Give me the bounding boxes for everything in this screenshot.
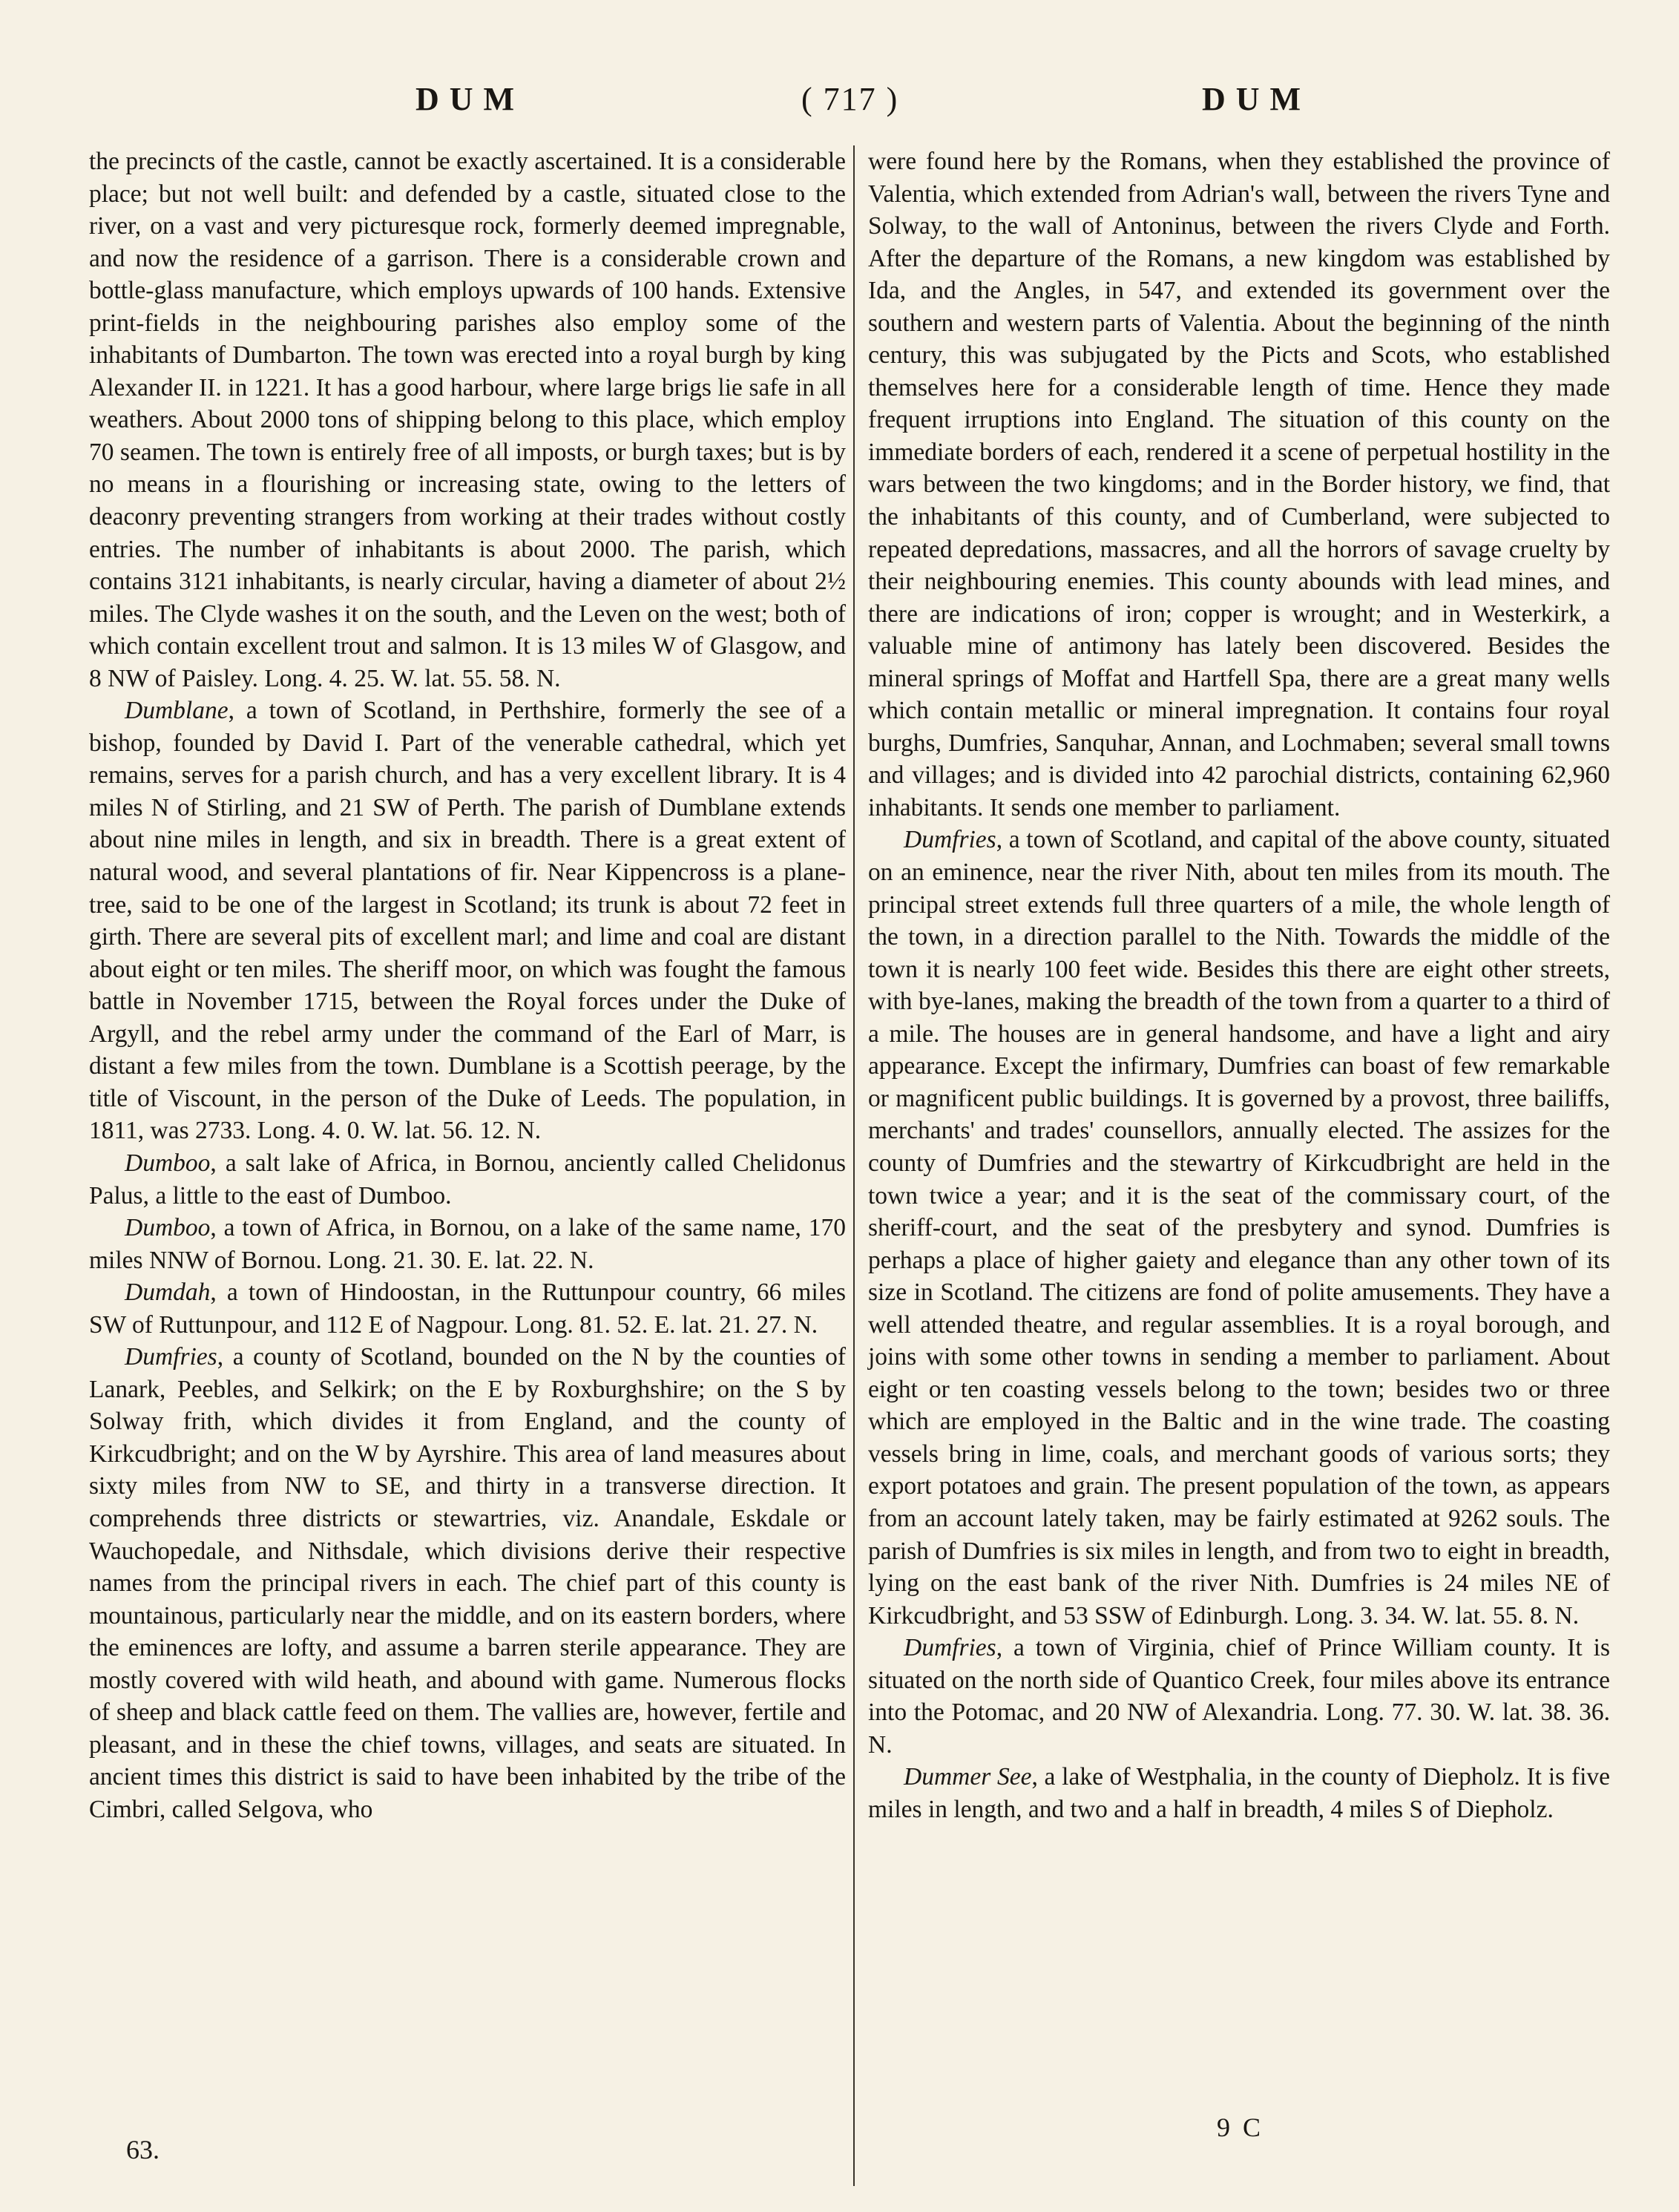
folio-number: 63. — [126, 2135, 160, 2165]
entry-dumfries-virginia — [868, 1632, 1610, 1761]
entry-continuation: were found here by the Romans, when they established the province of Valentia, which extended from Adrian's wall, between the rivers Tyne and Solway, to the wall of Antoninus, between the rivers Clyde and Forth. After the departure of the Romans, a new kingdom was established by Ida, and the Angles, in 547, and extended its government over the southern and western parts of Valentia. About the beginning of the ninth century, this was subjugated by the Picts and Scots, who established themselves here for a considerable length of time. Hence they made frequent irruptions into England. The situation of this county on the immediate borders of each, rendered it a scene of perpetual hostility in the wars between the two kingdoms; and in the Border history, we find, that the inhabitants of this county, and of Cumberland, were subjected to repeated depredations, massacres, and all the horrors of savage cruelty by their neighbouring enemies. This county abounds with lead mines, and there are indications of iron; copper is wrought; and in Westerkirk, a valuable mine of antimony has lately been discovered. Besides the mineral springs of Moffat and Hartfell Spa, there are a great many wells which contain metallic or mineral impregnation. It contains four royal burghs, Dumfries, Sanquhar, Annan, and Lochmaben; several small towns and villages; and is divided into 42 parochial districts, containing 62,960 inhabitants. It sends one member to parliament. — [868, 148, 1610, 821]
entry-dumboo-lake — [89, 1147, 846, 1212]
header-left-catchword: DUM — [415, 81, 525, 117]
entry-text: , a county of Scotland, bounded on the N by the counties of Lanark, Peebles, and Selkirk; on the E by Roxburghshire; on the S by Solway frith, which divides it from England, and the county of Kirkcudbright; and on the W by Ayrshire. This area of land measures about sixty miles from NW to SE, and thirty in a transverse direction. It comprehends three districts or stewartries, viz. Anandale, Eskdale or Wauchopedale, and Nithsdale, which divisions derive their respective names from the principal rivers in each. The chief part of this county is mountainous, particularly near the middle, and on its eastern borders, where the eminences are lofty, and assume a barren sterile appearance. They are mostly covered with wild heath, and abound with game. Numerous flocks of sheep and black cattle feed on them. The vallies are, however, fertile and pleasant, and in these the chief towns, villages, and seats are situated. In ancient times this district is said to have been inhabited by the tribe of the Cimbri, called Selgova, who — [89, 1343, 846, 1823]
entry-continuation: the precincts of the castle, cannot be exactly ascertained. It is a considerable place; but not well built: and defended by a castle, situated close to the river, on a vast and very picturesque rock, formerly deemed impregnable, and now the residence of a garrison. There is a considerable crown and bottle-glass manufacture, which employs upwards of 100 hands. Extensive print-fields in the neighbouring parishes also employ some of the inhabitants of Dumbarton. The town was erected into a royal burgh by king Alexander II. in 1221. It has a good harbour, where large brigs lie safe in all weathers. About 2000 tons of shipping belong to this place, which employ 70 seamen. The town is entirely free of all imposts, or burgh taxes; but is by no means in a flourishing or increasing state, owing to the letters of deaconry preventing strangers from working at their trades without costly entries. The number of inhabitants is about 2000. The parish, which contains 3121 inhabitants, is nearly circular, having a diameter of about 2½ miles. The Clyde washes it on the south, and the Leven on the west; both of which contain excellent trout and salmon. It is 13 miles W of Glasgow, and 8 NW of Paisley. Long. 4. 25. W. lat. 55. 58. N. — [89, 148, 846, 692]
entry-term: Dumblane — [125, 697, 229, 725]
entry-term: Dummer See — [904, 1763, 1032, 1791]
entry-dumboo-town — [89, 1212, 846, 1276]
entry-text: , a lake of Westphalia, in the county of Diepholz. It is five miles in length, and two and a half in breadth, 4 miles S of Diepholz. — [868, 1763, 1610, 1823]
entry-dumdah — [89, 1276, 846, 1341]
left-column — [89, 145, 846, 1825]
entry-text: , a town of Africa, in Bornou, on a lake of the same name, 170 miles NNW of Bornou. Long. 21. 30. E. lat. 22. N. — [89, 1214, 846, 1274]
entry-dumblane — [89, 695, 846, 1147]
entry-text: , a town of Hindoostan, in the Ruttunpour country, 66 miles SW of Ruttunpour, and 112 E of Nagpour. Long. 81. 52. E. lat. 21. 27. N. — [89, 1279, 846, 1339]
entry-dumfries-county — [89, 1341, 846, 1825]
right-column — [868, 145, 1610, 1825]
signature-mark: 9 C — [1217, 2113, 1264, 2142]
entry-term: Dumdah — [125, 1279, 211, 1307]
page-number: ( 717 ) — [801, 81, 899, 117]
entry-term: Dumfries — [904, 826, 996, 854]
running-header — [0, 77, 1679, 122]
entry-term: Dumboo — [125, 1149, 211, 1177]
entry-text: , a town of Scotland, and capital of the above county, situated on an eminence, near the river Nith, about ten miles from its mouth. The principal street extends full three quarters of a mile, the whole length of the town, in a direction parallel to the Nith. Towards the middle of the town it is nearly 100 feet wide. Besides this there are eight other streets, with bye-lanes, making the breadth of the town from a quarter to a third of a mile. The houses are in general handsome, and have a light and airy appearance. Except the infirmary, Dumfries can boast of few remarkable or magnificent public buildings. It is governed by a provost, three bailiffs, merchants' and trades' counsellors, annually elected. The assizes for the county of Dumfries and the stewartry of Kirkcudbright are held in the town twice a year; and it is the seat of the commissary court, of the sheriff-court, and the seat of the presbytery and synod. Dumfries is perhaps a place of higher gaiety and elegance than any other town of its size in Scotland. The citizens are fond of polite amusements. They have a well attended theatre, and regular assemblies. It is a royal borough, and joins with some other towns in sending a member to parliament. About eight or ten coasting vessels belong to the town; besides two or three which are employed in the Baltic and in the wine trade. The coasting vessels bring in lime, coals, and merchant goods of various sorts; they export potatoes and grain. The present population of the town, as appears from an account lately taken, may be fairly estimated at 9262 souls. The parish of Dumfries is six miles in length, and from two to eight in breadth, lying on the east bank of the river Nith. Dumfries is 24 miles NE of Kirkcudbright, and 53 SSW of Edinburgh. Long. 3. 34. W. lat. 55. 8. N. — [868, 826, 1610, 1630]
entry-text: , a salt lake of Africa, in Bornou, anciently called Chelidonus Palus, a little to the east of Dumboo. — [89, 1149, 846, 1210]
header-right-catchword: DUM — [1202, 81, 1312, 117]
entry-term: Dumfries — [125, 1343, 217, 1371]
entry-dumfries-town — [868, 824, 1610, 1632]
entry-text: , a town of Virginia, chief of Prince William county. It is situated on the north side of Quantico Creek, four miles above its entrance into the Potomac, and 20 NW of Alexandria. Long. 77. 30. W. lat. 38. 36. N. — [868, 1634, 1610, 1759]
column-divider — [853, 145, 855, 2186]
entry-term: Dumfries — [904, 1634, 996, 1662]
entry-dummer-see — [868, 1761, 1610, 1825]
entry-term: Dumboo — [125, 1214, 211, 1242]
entry-text: , a town of Scotland, in Perthshire, formerly the see of a bishop, founded by David I. Part of the venerable cathedral, which yet remains, serves for a parish church, and has a very excellent library. It is 4 miles N of Stirling, and 21 SW of Perth. The parish of Dumblane extends about nine miles in length, and six in breadth. There is a great extent of natural wood, and several plantations of fir. Near Kippencross is a plane-tree, said to be one of the largest in Scotland; its trunk is about 72 feet in girth. There are several pits of excellent marl; and lime and coal are distant about eight or ten miles. The sheriff moor, on which was fought the famous battle in November 1715, between the Royal forces under the Duke of Argyll, and the rebel army under the command of the Earl of Marr, is distant a few miles from the town. Dumblane is a Scottish peerage, by the title of Viscount, in the person of the Duke of Leeds. The population, in 1811, was 2733. Long. 4. 0. W. lat. 56. 12. N. — [89, 697, 846, 1145]
